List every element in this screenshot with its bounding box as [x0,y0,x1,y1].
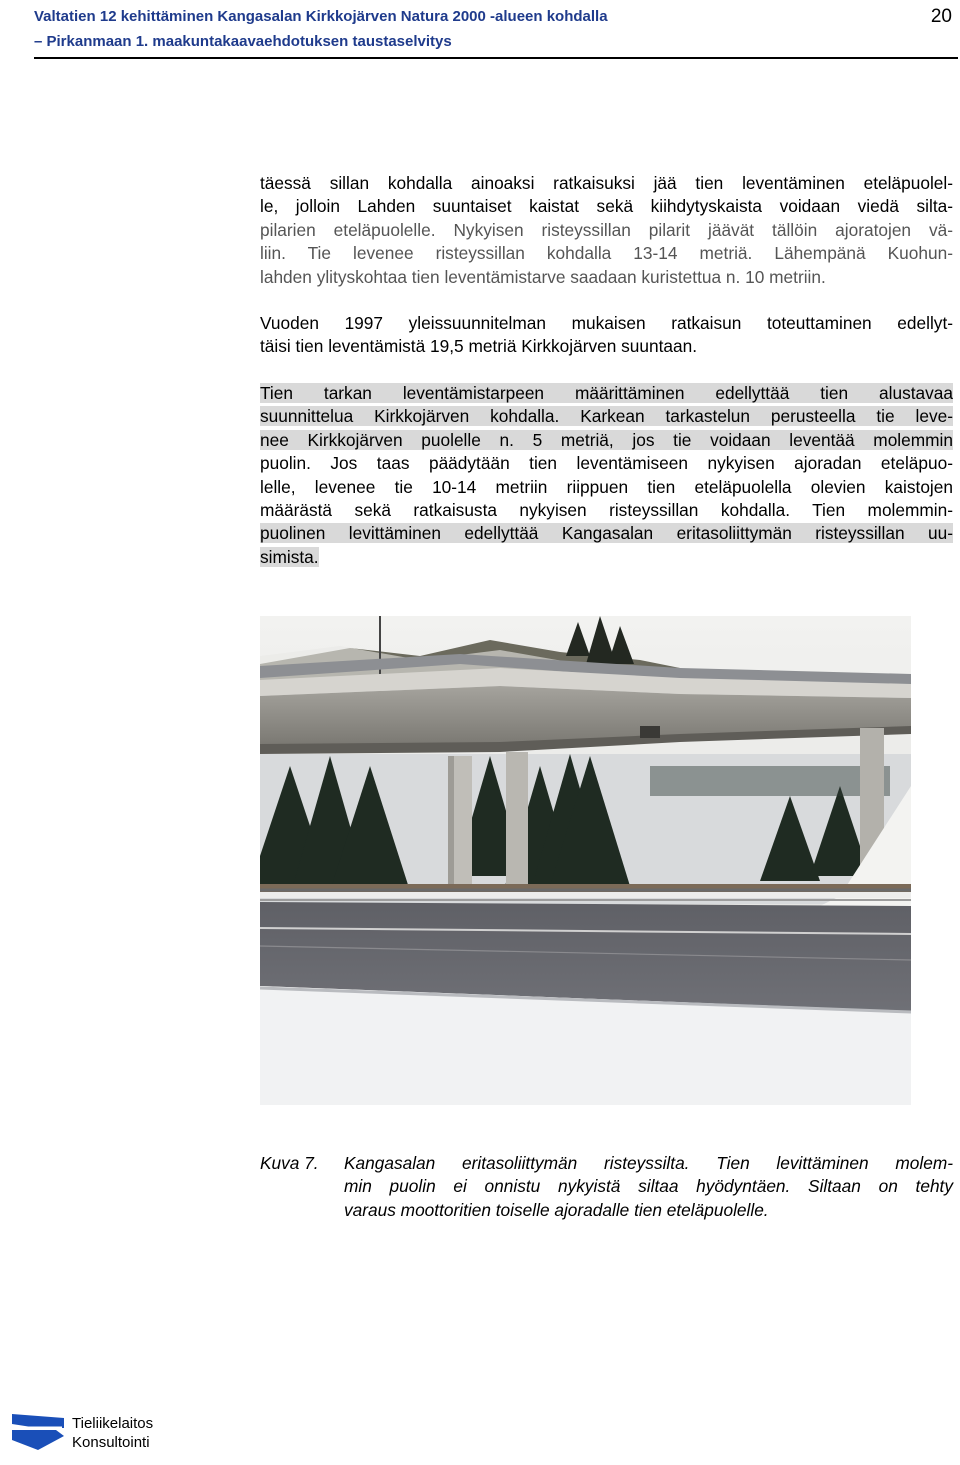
paragraph-line: täisi tien leventämistä 19,5 metriä Kirkkojärven suuntaan. [260,336,698,357]
header-divider [34,57,958,59]
page-number: 20 [930,6,952,27]
caption-line: varaus moottoritien toiselle ajoradalle tien eteläpuolelle. [344,1199,769,1220]
highlighted-text: nee Kirkkojärven puolelle n. 5 metriä, jos tie voidaan leventää molemmin [260,429,953,450]
paragraph-line: le, jolloin Lahden suuntaiset kaistat sekä kiihdytyskaista voidaan viedä silta- [260,196,953,217]
paragraph-line [260,429,953,452]
report-title: Valtatien 12 kehittäminen Kangasalan Kirkkojärven Natura 2000 -alueen kohdalla [34,8,608,25]
paragraph-2 [260,312,953,359]
paragraph-line: pilarien eteläpuolelle. Nykyisen risteyssillan pilarit jäävät tällöin ajoratojen vä- [260,219,953,240]
paragraph-line: määrästä sekä ratkaisusta nykyisen risteyssillan kohdalla. Tien molemmin- [260,500,953,521]
paragraph-line: Vuoden 1997 yleissuunnitelman mukaisen ratkaisun toteuttaminen edellyt- [260,313,953,333]
organization-name [72,1414,153,1452]
figure-label: Kuva 7. [260,1153,319,1173]
caption-line: min puolin ei onnistu nykyistä siltaa hyödyntäen. Siltaan on tehty [344,1176,953,1197]
highlighted-text: Tien tarkan leventämistarpeen määrittäminen edellyttää tien alustavaa [260,383,953,403]
tieliikelaitos-logo-icon [12,1414,64,1450]
paragraph-1 [260,172,953,289]
report-subtitle: – Pirkanmaan 1. maakuntakaavaehdotuksen taustaselvitys [34,33,452,50]
org-line-1: Tieliikelaitos [72,1415,154,1432]
org-line-2: Konsultointi [72,1434,150,1451]
paragraph-line: täessä sillan kohdalla ainoaksi ratkaisuksi jää tien leventäminen eteläpuolel- [260,173,953,193]
paragraph-line: puolin. Jos taas päädytään tien leventämiseen nykyisen ajoradan eteläpuo- [260,453,953,474]
paragraph-line [260,546,953,569]
paragraph-line [260,522,953,545]
paragraph-line: lahden ylityskohtaa tien leventämistarve saadaan kuristettua n. 10 metriin. [260,266,826,287]
paragraph-3 [260,382,953,569]
page-header [34,6,958,62]
highlighted-text: suunnittelua Kirkkojärven kohdalla. Karkean tarkastelun perusteella tie leve- [260,406,953,427]
paragraph-line [260,405,953,428]
paragraph-line: liin. Tie levenee risteyssillan kohdalla 13-14 metriä. Lähempänä Kuohun- [260,243,953,264]
paragraph-line [260,382,953,405]
bridge-photo [260,616,911,1105]
highlighted-text: puolinen levittäminen edellyttää Kangasalan eritasoliittymän risteyssillan uu- [260,523,953,544]
highlighted-text: simista. [260,546,319,567]
paragraph-line: lelle, levenee tie 10-14 metriin riippuen tien eteläpuolella olevien kaistojen [260,476,953,497]
caption-text [344,1152,953,1222]
caption-line: Kangasalan eritasoliittymän risteyssilta. Tien levittäminen molem- [344,1153,953,1173]
